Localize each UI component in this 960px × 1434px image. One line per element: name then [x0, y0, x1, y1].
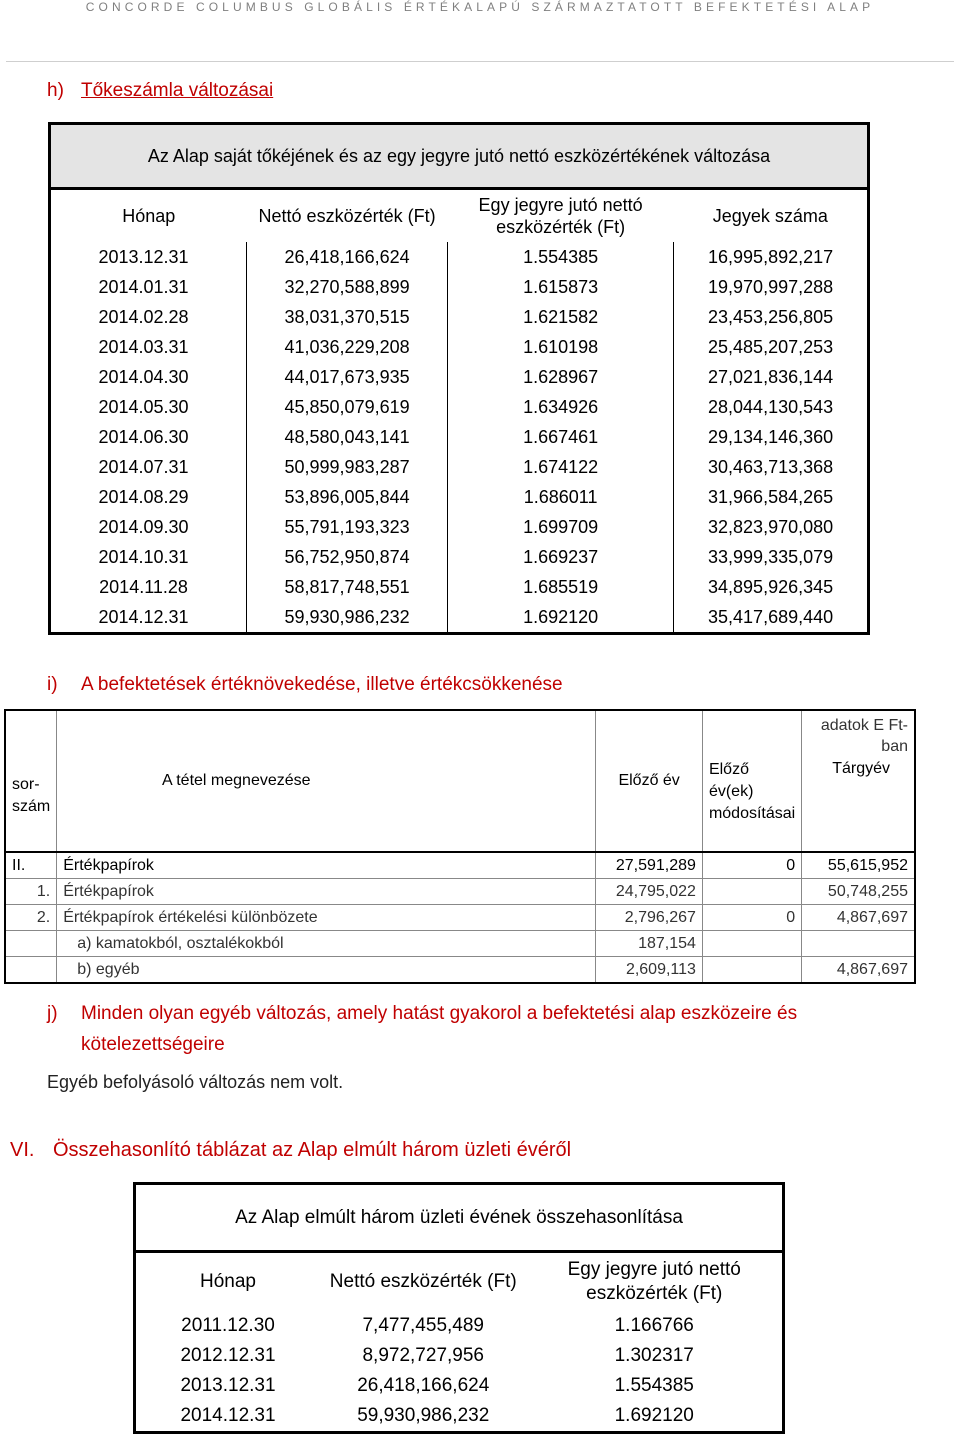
table2-row — [5, 957, 915, 984]
table3-row — [135, 1341, 784, 1371]
table2-cell-current: 50,748,255 — [802, 879, 915, 905]
table1-row — [50, 332, 869, 362]
table1-cell-nav-per-unit: 1.699709 — [448, 512, 674, 542]
table2-cell-prev: 2,609,113 — [596, 957, 703, 984]
section-i-letter: i) — [47, 674, 58, 695]
table1-body — [50, 242, 869, 634]
table1-cell-units: 32,823,970,080 — [674, 512, 869, 542]
table1-cell-units: 28,044,130,543 — [674, 392, 869, 422]
table1-cell-nav-per-unit: 1.615873 — [448, 272, 674, 302]
table2-cell-prev: 187,154 — [596, 931, 703, 957]
table1-cell-units: 34,895,926,345 — [674, 572, 869, 602]
table3-cell-month: 2014.12.31 — [180, 1405, 276, 1426]
table1-row — [50, 302, 869, 332]
table2-header-prev-mod: Előző év(ek) módosításai — [702, 710, 801, 852]
table1-title: Az Alap saját tőkéjének és az egy jegyre jutó nettó eszközértékének változása — [50, 124, 869, 189]
table2-row — [5, 905, 915, 931]
table3-header-nav-per-unit: Egy jegyre jutó nettó eszközérték (Ft) — [567, 1259, 741, 1304]
section-h-title: Tőkeszámla változásai — [81, 80, 274, 101]
table3-cell-nav: 7,477,455,489 — [362, 1315, 484, 1336]
section-h-letter: h) — [47, 80, 64, 101]
table2-cell-prev-mod — [702, 957, 801, 984]
table1-cell-month: 2014.10.31 — [98, 547, 189, 567]
table1-cell-units: 30,463,713,368 — [674, 452, 869, 482]
table1-cell-nav-per-unit: 1.674122 — [448, 452, 674, 482]
table2-unit-note: adatok E Ft-ban — [820, 717, 908, 755]
table1-row — [50, 362, 869, 392]
table1-cell-month: 2013.12.31 — [98, 247, 189, 267]
table2-body — [5, 852, 915, 983]
table1-cell-nav: 26,418,166,624 — [247, 242, 448, 272]
table1-row — [50, 452, 869, 482]
table1-cell-nav-per-unit: 1.667461 — [448, 422, 674, 452]
document-header: CONCORDE COLUMBUS GLOBÁLIS ÉRTÉKALAPÚ SZÁRMAZTATOTT BEFEKTETÉSI ALAP — [85, 0, 875, 14]
table1-cell-month: 2014.11.28 — [99, 577, 188, 597]
table3-cell-month: 2013.12.31 — [180, 1375, 276, 1396]
table3-cell-nav: 26,418,166,624 — [357, 1375, 490, 1396]
table2-cell-current — [802, 931, 915, 957]
table3-cell-nav-per-unit: 1.554385 — [614, 1375, 694, 1396]
table1-row — [50, 392, 869, 422]
table1-header-month: Hónap — [122, 206, 176, 226]
table1-cell-month: 2014.07.31 — [98, 457, 189, 477]
table1-cell-nav-per-unit: 1.669237 — [448, 542, 674, 572]
table1-cell-nav: 58,817,748,551 — [247, 572, 448, 602]
table2-row — [5, 852, 915, 879]
table2-cell-no — [5, 931, 57, 957]
section-j-title-line2: kötelezettségeire — [81, 1034, 225, 1055]
table1-row — [50, 242, 869, 272]
table2-row — [5, 931, 915, 957]
table1-cell-month: 2014.09.30 — [98, 517, 189, 537]
capital-changes-table — [48, 122, 870, 635]
table2-cell-current: 4,867,697 — [802, 905, 915, 931]
table3-cell-month: 2012.12.31 — [180, 1345, 276, 1366]
table2-cell-name: Értékpapírok — [57, 879, 596, 905]
table2-cell-name: Értékpapírok — [57, 852, 596, 879]
section-i-title: A befektetések értéknövekedése, illetve értékcsökkenése — [81, 674, 563, 695]
table1-cell-month: 2014.04.30 — [98, 367, 189, 387]
table1-cell-nav: 45,850,079,619 — [247, 392, 448, 422]
table1-cell-nav: 55,791,193,323 — [247, 512, 448, 542]
table2-header-current: Tárgyév — [832, 760, 890, 777]
table2-cell-prev-mod — [702, 879, 801, 905]
table1-cell-units: 19,970,997,288 — [674, 272, 869, 302]
table2-cell-prev-mod — [702, 931, 801, 957]
table1-cell-nav-per-unit: 1.610198 — [448, 332, 674, 362]
table2-cell-prev: 24,795,022 — [596, 879, 703, 905]
table3-cell-month: 2011.12.30 — [181, 1315, 275, 1336]
table1-cell-units: 33,999,335,079 — [674, 542, 869, 572]
table2-cell-current: 55,615,952 — [802, 852, 915, 879]
section-h-heading — [47, 80, 273, 102]
table1-cell-nav-per-unit: 1.621582 — [448, 302, 674, 332]
table2-row — [5, 879, 915, 905]
table3-cell-nav: 8,972,727,956 — [362, 1345, 484, 1366]
table1-cell-month: 2014.06.30 — [98, 427, 189, 447]
table2-cell-prev-mod: 0 — [702, 852, 801, 879]
three-year-comparison-table — [133, 1182, 785, 1434]
section-j-body: Egyéb befolyásoló változás nem volt. — [47, 1072, 344, 1092]
table1-cell-units: 31,966,584,265 — [674, 482, 869, 512]
table2-cell-name: Értékpapírok értékelési különbözete — [57, 905, 596, 931]
table3-row — [135, 1371, 784, 1401]
table1-cell-units: 25,485,207,253 — [674, 332, 869, 362]
table1-cell-units: 16,995,892,217 — [674, 242, 869, 272]
table3-title: Az Alap elmúlt három üzleti évének összehasonlítása — [135, 1184, 784, 1252]
table1-row — [50, 482, 869, 512]
table1-cell-nav: 59,930,986,232 — [247, 602, 448, 634]
table1-cell-nav-per-unit: 1.685519 — [448, 572, 674, 602]
table3-cell-nav-per-unit: 1.692120 — [614, 1405, 694, 1426]
table3-cell-nav-per-unit: 1.166766 — [614, 1315, 694, 1336]
section-vi-letter: VI. — [10, 1139, 35, 1161]
table3-cell-nav: 59,930,986,232 — [357, 1405, 490, 1426]
table2-header-current-cell — [802, 710, 915, 852]
table1-cell-nav: 53,896,005,844 — [247, 482, 448, 512]
table1-row — [50, 602, 869, 634]
table1-cell-month: 2014.01.31 — [98, 277, 189, 297]
table2-cell-prev: 27,591,289 — [596, 852, 703, 879]
table2-cell-name: a) kamatokból, osztalékokból — [57, 931, 596, 957]
section-vi-heading — [10, 1139, 571, 1162]
table3-header-month: Hónap — [200, 1271, 256, 1292]
table1-cell-month: 2014.12.31 — [98, 607, 189, 627]
table1-row — [50, 422, 869, 452]
table1-cell-units: 29,134,146,360 — [674, 422, 869, 452]
section-j-heading — [47, 998, 797, 1060]
table1-cell-nav: 44,017,673,935 — [247, 362, 448, 392]
table3-header-nav: Nettó eszközérték (Ft) — [329, 1271, 517, 1292]
table1-header-nav-per-unit: Egy jegyre jutó nettó eszközérték (Ft) — [478, 195, 643, 237]
table1-row — [50, 512, 869, 542]
table1-cell-month: 2014.03.31 — [98, 337, 189, 357]
table1-row — [50, 272, 869, 302]
table1-cell-nav-per-unit: 1.692120 — [448, 602, 674, 634]
table1-cell-nav: 50,999,983,287 — [247, 452, 448, 482]
table1-cell-nav-per-unit: 1.686011 — [448, 482, 674, 512]
table2-cell-current: 4,867,697 — [802, 957, 915, 984]
table1-row — [50, 542, 869, 572]
table1-cell-nav: 41,036,229,208 — [247, 332, 448, 362]
table1-cell-units: 27,021,836,144 — [674, 362, 869, 392]
section-vi-title: Összehasonlító táblázat az Alap elmúlt három üzleti évéről — [53, 1139, 572, 1161]
table1-cell-month: 2014.05.30 — [98, 397, 189, 417]
table2-cell-name: b) egyéb — [57, 957, 596, 984]
table2-header-name: A tétel megnevezése — [57, 710, 596, 852]
table3-row — [135, 1401, 784, 1433]
header-divider — [6, 61, 954, 62]
table1-cell-month: 2014.08.29 — [98, 487, 189, 507]
table2-cell-prev-mod: 0 — [702, 905, 801, 931]
table2-cell-no: II. — [12, 857, 26, 874]
table1-cell-nav: 56,752,950,874 — [247, 542, 448, 572]
table3-row — [135, 1311, 784, 1341]
table1-cell-units: 23,453,256,805 — [674, 302, 869, 332]
table2-cell-prev: 2,796,267 — [596, 905, 703, 931]
section-j-title-line1: Minden olyan egyéb változás, amely hatást gyakorol a befektetési alap eszközeire és — [81, 1003, 798, 1024]
table1-cell-units: 35,417,689,440 — [674, 602, 869, 634]
table2-header-prev: Előző év — [596, 710, 703, 852]
table1-cell-month: 2014.02.28 — [98, 307, 189, 327]
table2-header-sorszam: sor-szám — [5, 710, 57, 852]
table2-cell-no: 1. — [5, 879, 57, 905]
section-j-letter: j) — [47, 1003, 58, 1024]
table1-cell-nav: 32,270,588,899 — [247, 272, 448, 302]
table1-header-units: Jegyek száma — [712, 206, 828, 226]
table1-cell-nav-per-unit: 1.628967 — [448, 362, 674, 392]
table1-cell-nav-per-unit: 1.554385 — [448, 242, 674, 272]
investment-value-table — [4, 709, 916, 984]
table3-cell-nav-per-unit: 1.302317 — [614, 1345, 694, 1366]
table1-cell-nav: 48,580,043,141 — [247, 422, 448, 452]
section-i-heading — [47, 674, 563, 696]
table1-cell-nav: 38,031,370,515 — [247, 302, 448, 332]
table1-header-nav: Nettó eszközérték (Ft) — [258, 206, 436, 226]
table1-row — [50, 572, 869, 602]
table2-cell-no — [5, 957, 57, 984]
table2-cell-no: 2. — [5, 905, 57, 931]
table3-body — [135, 1311, 784, 1433]
table1-cell-nav-per-unit: 1.634926 — [448, 392, 674, 422]
